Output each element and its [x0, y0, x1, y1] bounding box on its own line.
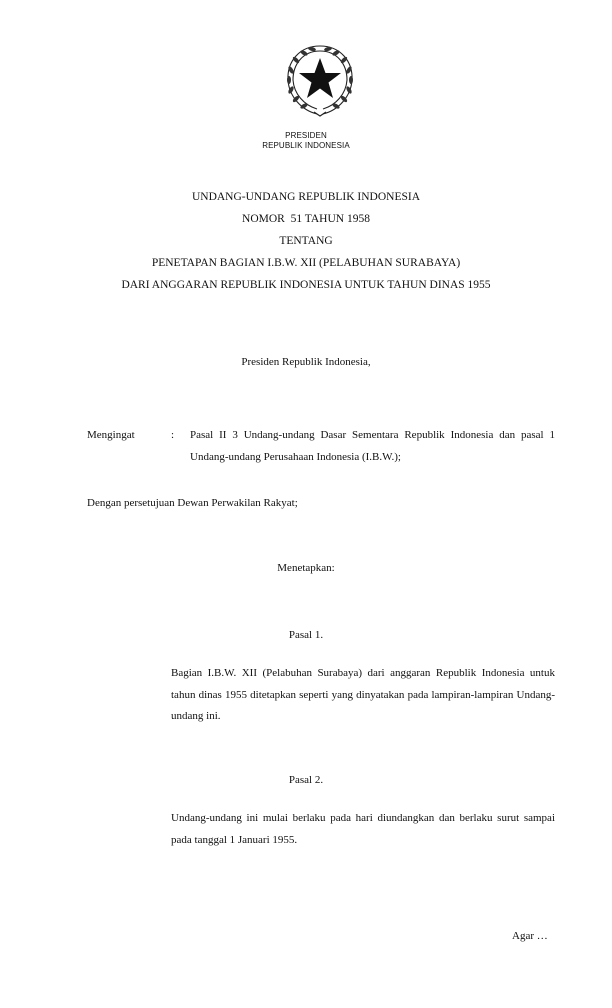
title-line-5: DARI ANGGARAN REPUBLIK INDONESIA UNTUK TAHUN DINAS 1955: [121, 279, 491, 291]
title-line-3: TENTANG: [279, 235, 333, 247]
article-1-text: Bagian I.B.W. XII (Pelabuhan Surabaya) dari anggaran Republik Indonesia untuk tahun dinas 1955 ditetapkan seperti yang dinyatakan pada lampiran-lampiran Undang-undang ini.: [171, 667, 555, 722]
document-title: [0, 186, 612, 296]
menetapkan: Menetapkan:: [277, 562, 335, 574]
article-2-heading: Pasal 2.: [288, 774, 324, 786]
title-line-4: PENETAPAN BAGIAN I.B.W. XII (PELABUHAN SURABAYA): [151, 257, 461, 269]
caption-republik-indonesia: REPUBLIK INDONESIA: [262, 141, 350, 150]
mengingat-text: Pasal II 3 Undang-undang Dasar Sementara Republik Indonesia dan pasal 1 Undang-undang Perusahaan Indonesia (I.B.W.);: [190, 429, 555, 463]
state-emblem-icon: [281, 40, 359, 126]
article-2-text: Undang-undang ini mulai berlaku pada hari diundangkan dan berlaku surut sampai pada tanggal 1 Januari 1955.: [171, 812, 555, 846]
article-1-heading: Pasal 1.: [288, 629, 324, 641]
caption-presiden: PRESIDEN: [285, 131, 327, 140]
emblem-caption: [0, 131, 612, 151]
mengingat-label: Mengingat: [87, 429, 135, 441]
persetujuan: Dengan persetujuan Dewan Perwakilan Rakyat;: [87, 497, 298, 509]
mengingat-separator: :: [171, 429, 175, 441]
preamble: Presiden Republik Indonesia,: [241, 356, 371, 368]
title-line-1: UNDANG-UNDANG REPUBLIK INDONESIA: [191, 191, 421, 203]
page-continuation: Agar …: [512, 930, 548, 942]
title-line-2: NOMOR 51 TAHUN 1958: [242, 213, 370, 225]
